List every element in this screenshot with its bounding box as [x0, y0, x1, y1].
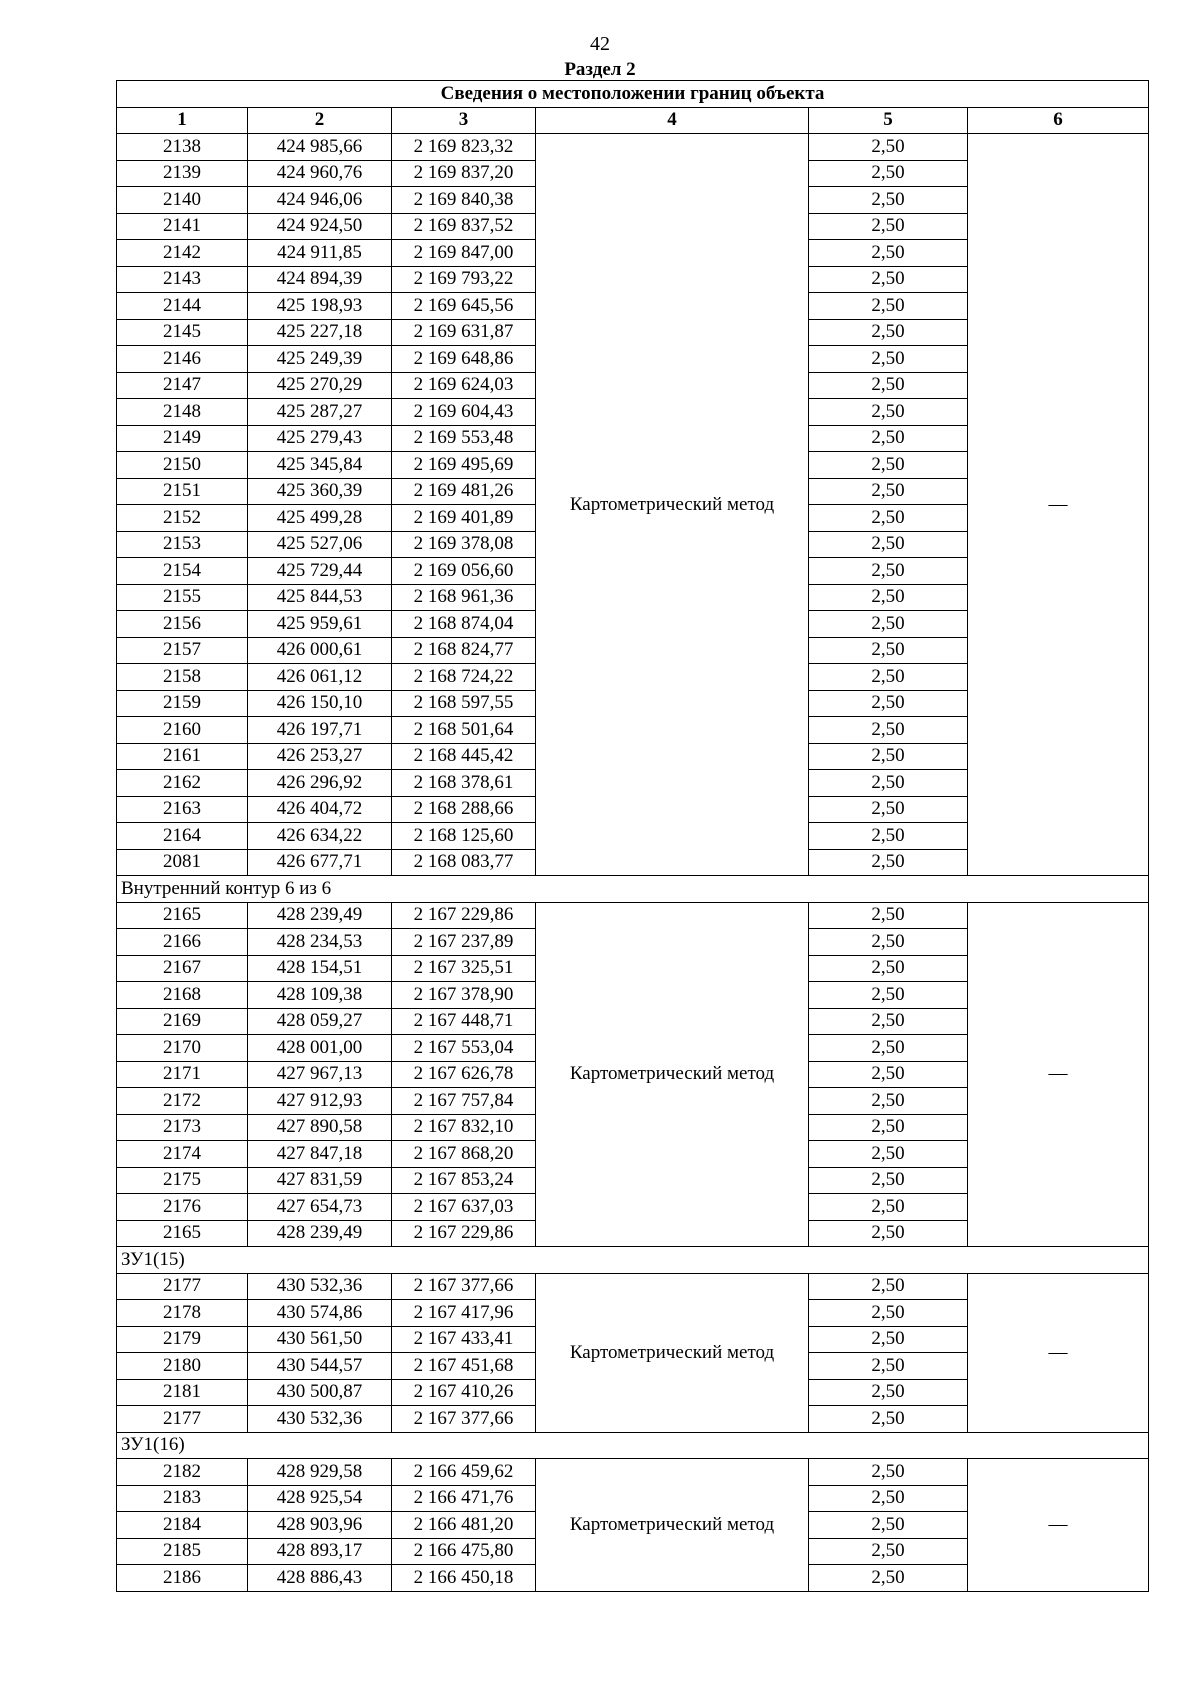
coordinate-x-cell: 428 109,38 [248, 982, 392, 1009]
coordinate-y-cell: 2 169 793,22 [392, 266, 536, 293]
coordinate-y-cell: 2 169 495,69 [392, 452, 536, 479]
point-number-cell: 2169 [117, 1008, 248, 1035]
coordinate-y-cell: 2 167 553,04 [392, 1035, 536, 1062]
coordinate-x-cell: 425 198,93 [248, 293, 392, 320]
point-number-cell: 2175 [117, 1167, 248, 1194]
coordinate-y-cell: 2 167 868,20 [392, 1141, 536, 1168]
coordinate-y-cell: 2 167 832,10 [392, 1114, 536, 1141]
accuracy-cell: 2,50 [809, 558, 968, 585]
coordinate-y-cell: 2 167 757,84 [392, 1088, 536, 1115]
coordinate-y-cell: 2 169 847,00 [392, 240, 536, 267]
column-number: 1 [117, 107, 248, 134]
point-number-cell: 2142 [117, 240, 248, 267]
coordinate-x-cell: 426 677,71 [248, 849, 392, 876]
coordinate-x-cell: 430 500,87 [248, 1379, 392, 1406]
accuracy-cell: 2,50 [809, 346, 968, 373]
coordinate-y-cell: 2 167 637,03 [392, 1194, 536, 1221]
coordinate-y-cell: 2 169 645,56 [392, 293, 536, 320]
coordinate-x-cell: 426 296,92 [248, 770, 392, 797]
coordinate-y-cell: 2 167 325,51 [392, 955, 536, 982]
accuracy-cell: 2,50 [809, 1194, 968, 1221]
coordinate-x-cell: 426 150,10 [248, 690, 392, 717]
coordinate-y-cell: 2 169 481,26 [392, 478, 536, 505]
coordinate-y-cell: 2 169 401,89 [392, 505, 536, 532]
coordinate-x-cell: 426 061,12 [248, 664, 392, 691]
coordinate-x-cell: 428 154,51 [248, 955, 392, 982]
point-number-cell: 2139 [117, 160, 248, 187]
point-number-cell: 2184 [117, 1512, 248, 1539]
column-number: 4 [536, 107, 809, 134]
accuracy-cell: 2,50 [809, 531, 968, 558]
point-number-cell: 2180 [117, 1353, 248, 1380]
accuracy-cell: 2,50 [809, 160, 968, 187]
accuracy-cell: 2,50 [809, 664, 968, 691]
coordinate-x-cell: 430 544,57 [248, 1353, 392, 1380]
accuracy-cell: 2,50 [809, 134, 968, 161]
point-number-cell: 2154 [117, 558, 248, 585]
accuracy-cell: 2,50 [809, 717, 968, 744]
point-number-cell: 2147 [117, 372, 248, 399]
accuracy-cell: 2,50 [809, 902, 968, 929]
coordinate-y-cell: 2 167 229,86 [392, 1220, 536, 1247]
coordinate-x-cell: 430 532,36 [248, 1406, 392, 1433]
coordinate-x-cell: 428 925,54 [248, 1485, 392, 1512]
group-label-row [117, 1432, 1149, 1459]
table-row [117, 902, 1149, 929]
coordinate-y-cell: 2 169 624,03 [392, 372, 536, 399]
page-number: 42 [590, 33, 610, 55]
coordinate-x-cell: 428 059,27 [248, 1008, 392, 1035]
accuracy-cell: 2,50 [809, 266, 968, 293]
accuracy-cell: 2,50 [809, 1167, 968, 1194]
coordinate-x-cell: 424 894,39 [248, 266, 392, 293]
point-number-cell: 2155 [117, 584, 248, 611]
coordinate-x-cell: 426 253,27 [248, 743, 392, 770]
accuracy-cell: 2,50 [809, 849, 968, 876]
group-label: ЗУ1(15) [117, 1247, 1149, 1274]
coordinate-y-cell: 2 169 840,38 [392, 187, 536, 214]
point-number-cell: 2162 [117, 770, 248, 797]
accuracy-cell: 2,50 [809, 1379, 968, 1406]
coordinate-y-cell: 2 166 450,18 [392, 1565, 536, 1592]
point-number-cell: 2140 [117, 187, 248, 214]
point-number-cell: 2141 [117, 213, 248, 240]
point-number-cell: 2156 [117, 611, 248, 638]
accuracy-cell: 2,50 [809, 982, 968, 1009]
coordinate-y-cell: 2 166 459,62 [392, 1459, 536, 1486]
coordinate-x-cell: 428 903,96 [248, 1512, 392, 1539]
coordinate-x-cell: 425 360,39 [248, 478, 392, 505]
coordinate-x-cell: 424 960,76 [248, 160, 392, 187]
coordinate-x-cell: 428 886,43 [248, 1565, 392, 1592]
coordinate-x-cell: 428 001,00 [248, 1035, 392, 1062]
point-number-cell: 2185 [117, 1538, 248, 1565]
coordinate-x-cell: 425 959,61 [248, 611, 392, 638]
coordinate-x-cell: 427 967,13 [248, 1061, 392, 1088]
accuracy-cell: 2,50 [809, 690, 968, 717]
column-number: 2 [248, 107, 392, 134]
point-number-cell: 2171 [117, 1061, 248, 1088]
point-number-cell: 2153 [117, 531, 248, 558]
column-number: 3 [392, 107, 536, 134]
description-cell: — [968, 902, 1149, 1247]
accuracy-cell: 2,50 [809, 611, 968, 638]
group-label: ЗУ1(16) [117, 1432, 1149, 1459]
table-body [117, 134, 1149, 1592]
coordinate-x-cell: 427 890,58 [248, 1114, 392, 1141]
point-number-cell: 2172 [117, 1088, 248, 1115]
point-number-cell: 2152 [117, 505, 248, 532]
coordinate-x-cell: 425 527,06 [248, 531, 392, 558]
accuracy-cell: 2,50 [809, 240, 968, 267]
table-row [117, 1273, 1149, 1300]
accuracy-cell: 2,50 [809, 1538, 968, 1565]
accuracy-cell: 2,50 [809, 1353, 968, 1380]
accuracy-cell: 2,50 [809, 452, 968, 479]
coordinate-y-cell: 2 168 824,77 [392, 637, 536, 664]
accuracy-cell: 2,50 [809, 770, 968, 797]
coordinate-x-cell: 425 729,44 [248, 558, 392, 585]
coordinate-y-cell: 2 168 597,55 [392, 690, 536, 717]
point-number-cell: 2145 [117, 319, 248, 346]
coordinate-y-cell: 2 169 056,60 [392, 558, 536, 585]
coordinate-y-cell: 2 167 448,71 [392, 1008, 536, 1035]
coordinate-y-cell: 2 169 648,86 [392, 346, 536, 373]
coordinate-x-cell: 425 270,29 [248, 372, 392, 399]
coordinate-y-cell: 2 168 445,42 [392, 743, 536, 770]
accuracy-cell: 2,50 [809, 1326, 968, 1353]
description-cell: — [968, 1273, 1149, 1432]
point-number-cell: 2158 [117, 664, 248, 691]
point-number-cell: 2173 [117, 1114, 248, 1141]
point-number-cell: 2157 [117, 637, 248, 664]
point-number-cell: 2181 [117, 1379, 248, 1406]
coordinate-y-cell: 2 168 125,60 [392, 823, 536, 850]
point-number-cell: 2166 [117, 929, 248, 956]
point-number-cell: 2161 [117, 743, 248, 770]
coordinate-x-cell: 430 561,50 [248, 1326, 392, 1353]
coordinate-y-cell: 2 166 481,20 [392, 1512, 536, 1539]
coordinate-y-cell: 2 167 433,41 [392, 1326, 536, 1353]
point-number-cell: 2165 [117, 902, 248, 929]
method-cell: Картометрический метод [536, 134, 809, 876]
point-number-cell: 2168 [117, 982, 248, 1009]
coordinate-x-cell: 425 844,53 [248, 584, 392, 611]
accuracy-cell: 2,50 [809, 372, 968, 399]
accuracy-cell: 2,50 [809, 478, 968, 505]
coordinate-x-cell: 424 985,66 [248, 134, 392, 161]
coordinate-x-cell: 428 893,17 [248, 1538, 392, 1565]
coordinate-y-cell: 2 169 837,20 [392, 160, 536, 187]
point-number-cell: 2138 [117, 134, 248, 161]
point-number-cell: 2146 [117, 346, 248, 373]
point-number-cell: 2149 [117, 425, 248, 452]
accuracy-cell: 2,50 [809, 425, 968, 452]
group-label-row [117, 876, 1149, 903]
coordinate-x-cell: 425 227,18 [248, 319, 392, 346]
description-cell: — [968, 134, 1149, 876]
coordinate-y-cell: 2 167 410,26 [392, 1379, 536, 1406]
accuracy-cell: 2,50 [809, 1459, 968, 1486]
coordinate-y-cell: 2 168 961,36 [392, 584, 536, 611]
accuracy-cell: 2,50 [809, 505, 968, 532]
coordinate-y-cell: 2 168 724,22 [392, 664, 536, 691]
point-number-cell: 2176 [117, 1194, 248, 1221]
column-number: 6 [968, 107, 1149, 134]
point-number-cell: 2148 [117, 399, 248, 426]
coordinate-x-cell: 424 946,06 [248, 187, 392, 214]
point-number-cell: 2167 [117, 955, 248, 982]
coordinate-x-cell: 425 249,39 [248, 346, 392, 373]
point-number-cell: 2160 [117, 717, 248, 744]
coordinate-y-cell: 2 167 417,96 [392, 1300, 536, 1327]
point-number-cell: 2179 [117, 1326, 248, 1353]
accuracy-cell: 2,50 [809, 399, 968, 426]
accuracy-cell: 2,50 [809, 1300, 968, 1327]
coordinate-y-cell: 2 167 377,66 [392, 1273, 536, 1300]
accuracy-cell: 2,50 [809, 1088, 968, 1115]
accuracy-cell: 2,50 [809, 187, 968, 214]
coordinate-y-cell: 2 167 378,90 [392, 982, 536, 1009]
point-number-cell: 2174 [117, 1141, 248, 1168]
point-number-cell: 2170 [117, 1035, 248, 1062]
method-cell: Картометрический метод [536, 902, 809, 1247]
method-cell: Картометрический метод [536, 1273, 809, 1432]
column-number: 5 [809, 107, 968, 134]
coordinate-y-cell: 2 169 378,08 [392, 531, 536, 558]
table-caption: Сведения о местоположении границ объекта [117, 81, 1149, 108]
coordinate-x-cell: 427 654,73 [248, 1194, 392, 1221]
coordinate-y-cell: 2 169 631,87 [392, 319, 536, 346]
accuracy-cell: 2,50 [809, 1035, 968, 1062]
coordinate-y-cell: 2 166 475,80 [392, 1538, 536, 1565]
description-cell: — [968, 1459, 1149, 1592]
point-number-cell: 2163 [117, 796, 248, 823]
coordinate-y-cell: 2 169 823,32 [392, 134, 536, 161]
point-number-cell: 2143 [117, 266, 248, 293]
coordinate-y-cell: 2 167 853,24 [392, 1167, 536, 1194]
coordinate-x-cell: 424 911,85 [248, 240, 392, 267]
accuracy-cell: 2,50 [809, 1141, 968, 1168]
point-number-cell: 2165 [117, 1220, 248, 1247]
coordinate-x-cell: 427 912,93 [248, 1088, 392, 1115]
point-number-cell: 2151 [117, 478, 248, 505]
accuracy-cell: 2,50 [809, 1114, 968, 1141]
column-number-row [117, 107, 1149, 134]
coordinate-y-cell: 2 168 288,66 [392, 796, 536, 823]
accuracy-cell: 2,50 [809, 1406, 968, 1433]
table-row [117, 134, 1149, 161]
point-number-cell: 2182 [117, 1459, 248, 1486]
coordinate-y-cell: 2 168 378,61 [392, 770, 536, 797]
coordinate-x-cell: 425 499,28 [248, 505, 392, 532]
accuracy-cell: 2,50 [809, 1485, 968, 1512]
coordinate-y-cell: 2 168 874,04 [392, 611, 536, 638]
coordinate-x-cell: 430 532,36 [248, 1273, 392, 1300]
accuracy-cell: 2,50 [809, 637, 968, 664]
coordinate-x-cell: 427 831,59 [248, 1167, 392, 1194]
method-cell: Картометрический метод [536, 1459, 809, 1592]
coordinate-x-cell: 425 287,27 [248, 399, 392, 426]
coordinate-y-cell: 2 166 471,76 [392, 1485, 536, 1512]
coordinate-x-cell: 426 634,22 [248, 823, 392, 850]
point-number-cell: 2177 [117, 1273, 248, 1300]
point-number-cell: 2081 [117, 849, 248, 876]
coordinates-table [116, 80, 1149, 1592]
point-number-cell: 2186 [117, 1565, 248, 1592]
coordinate-x-cell: 428 929,58 [248, 1459, 392, 1486]
accuracy-cell: 2,50 [809, 584, 968, 611]
coordinate-x-cell: 430 574,86 [248, 1300, 392, 1327]
coordinate-y-cell: 2 167 377,66 [392, 1406, 536, 1433]
coordinate-x-cell: 428 239,49 [248, 1220, 392, 1247]
group-label-row [117, 1247, 1149, 1274]
coordinate-x-cell: 426 197,71 [248, 717, 392, 744]
accuracy-cell: 2,50 [809, 1512, 968, 1539]
coordinate-x-cell: 425 279,43 [248, 425, 392, 452]
coordinate-y-cell: 2 167 237,89 [392, 929, 536, 956]
coordinate-y-cell: 2 167 229,86 [392, 902, 536, 929]
accuracy-cell: 2,50 [809, 1565, 968, 1592]
accuracy-cell: 2,50 [809, 213, 968, 240]
accuracy-cell: 2,50 [809, 1220, 968, 1247]
accuracy-cell: 2,50 [809, 1061, 968, 1088]
coordinate-x-cell: 428 234,53 [248, 929, 392, 956]
accuracy-cell: 2,50 [809, 955, 968, 982]
coordinate-x-cell: 427 847,18 [248, 1141, 392, 1168]
accuracy-cell: 2,50 [809, 823, 968, 850]
coordinate-x-cell: 428 239,49 [248, 902, 392, 929]
coordinate-x-cell: 426 000,61 [248, 637, 392, 664]
section-title: Раздел 2 [564, 59, 636, 80]
accuracy-cell: 2,50 [809, 743, 968, 770]
coordinate-x-cell: 425 345,84 [248, 452, 392, 479]
point-number-cell: 2150 [117, 452, 248, 479]
point-number-cell: 2183 [117, 1485, 248, 1512]
coordinate-x-cell: 426 404,72 [248, 796, 392, 823]
accuracy-cell: 2,50 [809, 293, 968, 320]
group-label: Внутренний контур 6 из 6 [117, 876, 1149, 903]
point-number-cell: 2144 [117, 293, 248, 320]
point-number-cell: 2178 [117, 1300, 248, 1327]
point-number-cell: 2164 [117, 823, 248, 850]
coordinate-y-cell: 2 168 083,77 [392, 849, 536, 876]
accuracy-cell: 2,50 [809, 929, 968, 956]
coordinate-y-cell: 2 169 553,48 [392, 425, 536, 452]
coordinate-y-cell: 2 167 626,78 [392, 1061, 536, 1088]
coordinate-y-cell: 2 169 837,52 [392, 213, 536, 240]
accuracy-cell: 2,50 [809, 1008, 968, 1035]
point-number-cell: 2177 [117, 1406, 248, 1433]
coordinate-x-cell: 424 924,50 [248, 213, 392, 240]
coordinate-y-cell: 2 169 604,43 [392, 399, 536, 426]
accuracy-cell: 2,50 [809, 319, 968, 346]
coordinate-y-cell: 2 167 451,68 [392, 1353, 536, 1380]
table-row [117, 1459, 1149, 1486]
accuracy-cell: 2,50 [809, 796, 968, 823]
accuracy-cell: 2,50 [809, 1273, 968, 1300]
point-number-cell: 2159 [117, 690, 248, 717]
coordinate-y-cell: 2 168 501,64 [392, 717, 536, 744]
